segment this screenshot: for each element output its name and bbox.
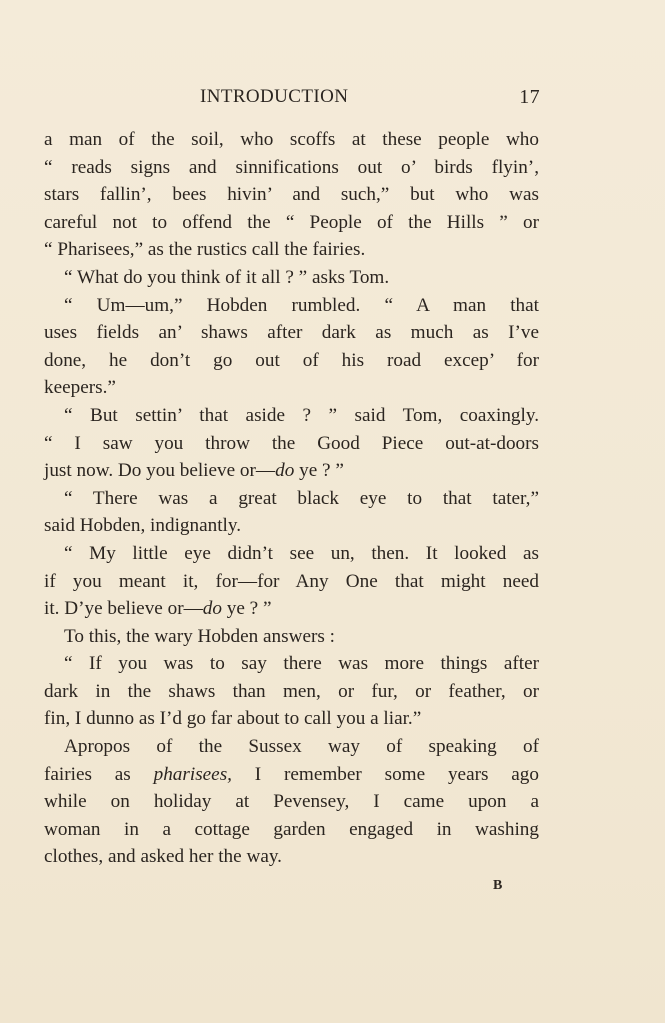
text-line <box>44 595 539 623</box>
text-line: a man of the soil, who scoffs at these people who <box>44 129 539 150</box>
text-line: stars fallin’, bees hivin’ and such,” but who was <box>44 184 539 206</box>
text-line: keepers.” <box>44 377 116 399</box>
text-line: done, he don’t go out of his road excep’ for <box>44 349 539 371</box>
text-line: fin, I dunno as I’d go far about to call you a liar.” <box>44 708 422 730</box>
text-line: woman in a cottage garden engaged in washing <box>44 818 539 840</box>
text-line <box>44 457 539 485</box>
text-line: said Hobden, indignantly. <box>44 515 241 537</box>
text-line: while on holiday at Pevensey, I came upon a <box>44 791 539 813</box>
text-line: “ What do you think of it all ? ” asks Tom. <box>64 266 390 288</box>
italic-text: pharisees, <box>153 763 232 785</box>
text-line: “ Pharisees,” as the rustics call the fairies. <box>44 239 366 261</box>
text-line: careful not to offend the “ People of the Hills ” or <box>44 211 539 233</box>
text-line: if you meant it, for—for Any One that might need <box>44 570 539 592</box>
text-line: dark in the shaws than men, or fur, or feather, or <box>44 680 539 702</box>
italic-text: do <box>275 460 295 482</box>
text-segment: I remember some years ago <box>231 763 539 785</box>
text-line: “ But settin’ that aside ? ” said Tom, coaxingly. <box>64 404 539 426</box>
page-header <box>44 86 540 114</box>
signature-mark: B <box>493 878 503 893</box>
running-head: INTRODUCTION <box>200 86 349 107</box>
text-line: uses fields an’ shaws after dark as much as I’ve <box>44 322 539 344</box>
text-line: “ There was a great black eye to that tater,” <box>64 487 539 509</box>
text-line: Apropos of the Sussex way of speaking of <box>64 736 539 758</box>
text-segment: ye ? ” <box>294 460 344 482</box>
text-line: “ Um—um,” Hobden rumbled. “ A man that <box>64 294 539 316</box>
text-line: “ My little eye didn’t see un, then. It looked as <box>64 542 539 564</box>
text-segment: it. D’ye believe or— <box>44 598 203 620</box>
text-segment: fairies as <box>44 763 154 785</box>
text-segment: ye ? ” <box>221 598 272 620</box>
body-text <box>44 126 539 871</box>
text-line: To this, the wary Hobden answers : <box>64 625 335 647</box>
text-segment: just now. Do you believe or— <box>44 460 276 482</box>
text-line: “ I saw you throw the Good Piece out-at-doors <box>44 432 539 454</box>
page-number: 17 <box>519 86 540 108</box>
text-line: “ If you was to say there was more things after <box>64 653 539 675</box>
text-line: “ reads signs and sinnifications out o’ birds flyin’, <box>44 156 539 178</box>
italic-text: do <box>202 598 222 620</box>
text-line: clothes, and asked her the way. <box>44 846 282 868</box>
text-line <box>44 761 539 789</box>
